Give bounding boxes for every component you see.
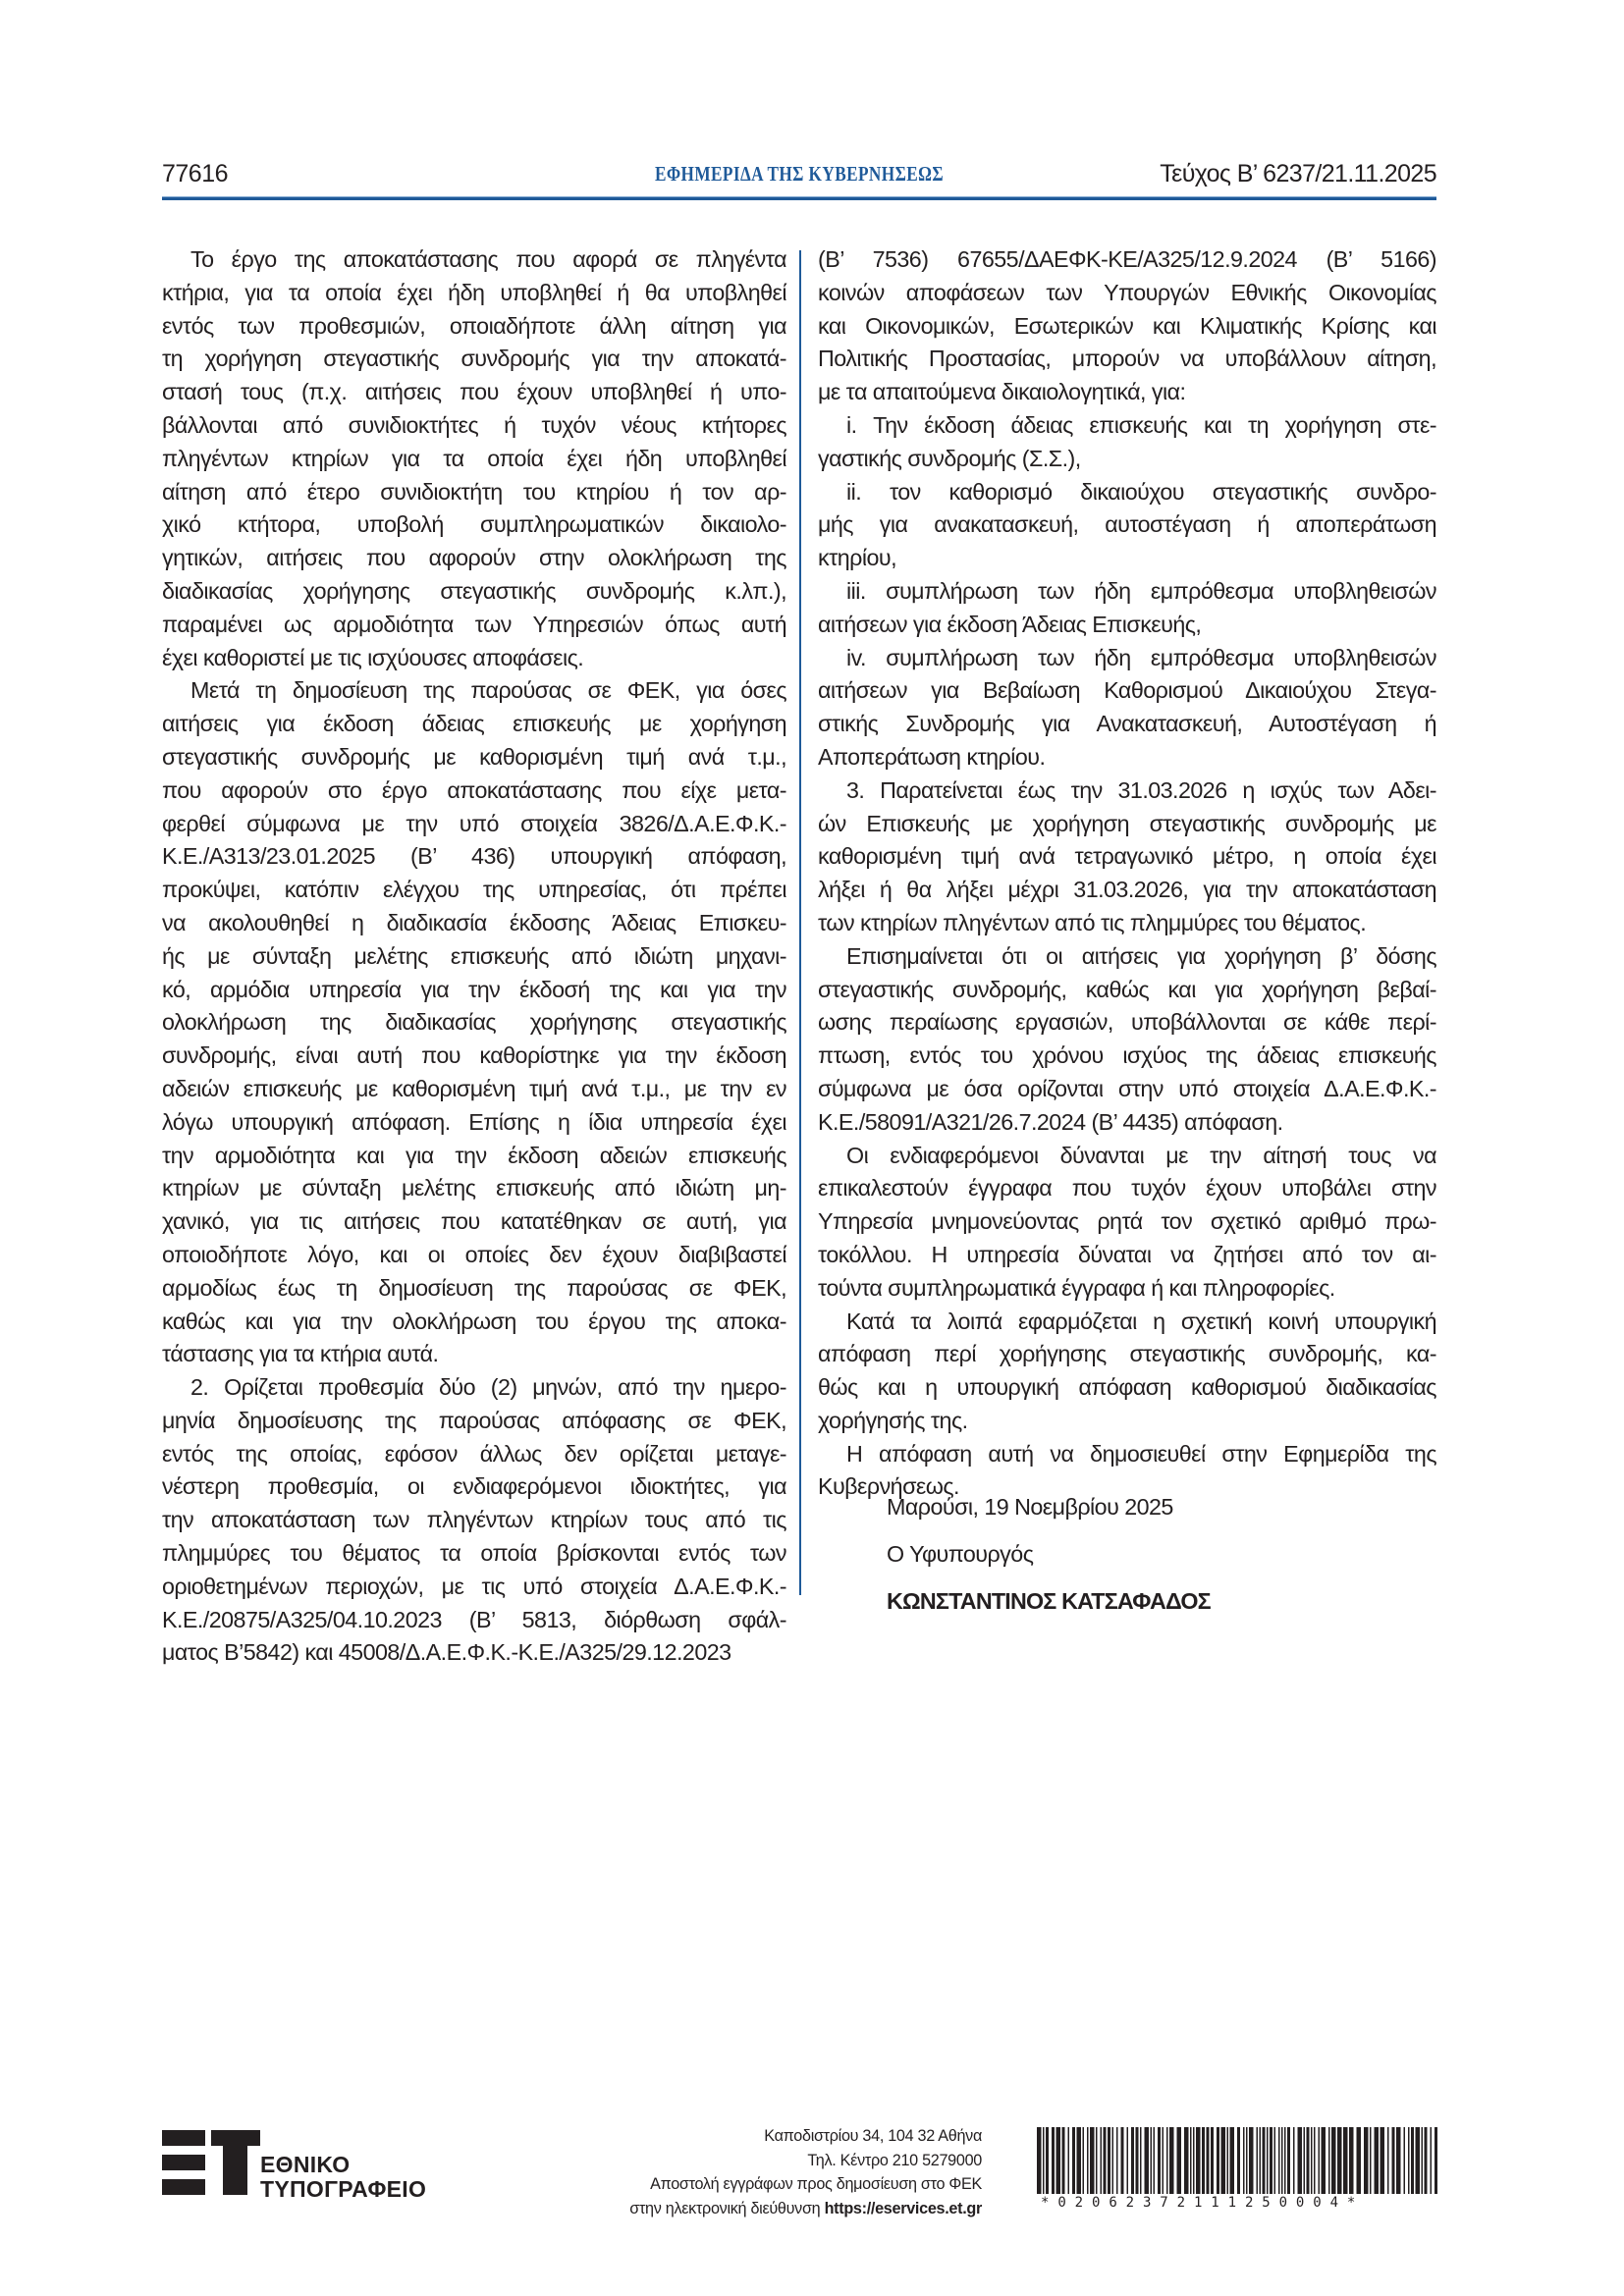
text-line: ματος Β’5842) και 45008/Δ.Α.Ε.Φ.Κ.-Κ.Ε./Α325/29.12.2023 bbox=[162, 1639, 731, 1666]
text-line: μηνία δημοσίευσης της παρούσας απόφασης σε ΦΕΚ, bbox=[162, 1407, 786, 1433]
barcode-text: *02062372111250004* bbox=[1041, 2195, 1365, 2211]
text-line: κό, αρμόδια υπηρεσία για την έκδοσή της και για την bbox=[162, 976, 786, 1002]
text-line: αιτήσεων για έκδοση Άδειας Επισκευής, bbox=[818, 611, 1202, 637]
text-line: Μετά τη δημοσίευση της παρούσας σε ΦΕΚ, για όσες bbox=[190, 677, 786, 704]
text-line: χικό κτήτορα, υποβολή συμπληρωματικών δικαιολο- bbox=[162, 511, 786, 538]
text-line: Το έργο της αποκατάστασης που αφορά σε πληγέντα bbox=[190, 246, 786, 272]
logo-line-2: ΤΥΠΟΓΡΑΦΕΙΟ bbox=[260, 2176, 427, 2202]
text-line: αρμοδίως έως τη δημοσίευση της παρούσας σε ΦΕΚ, bbox=[162, 1274, 786, 1301]
header-rule bbox=[162, 196, 1436, 200]
barcode-icon bbox=[1037, 2127, 1437, 2196]
text-line: ών Επισκευής με χορήγηση στεγαστικής συνδρομής με bbox=[818, 810, 1436, 836]
text-line: εντός των προθεσμιών, οποιαδήποτε άλλη αίτηση για bbox=[162, 312, 786, 339]
signature-role: Ο Υφυπουργός bbox=[887, 1541, 1034, 1567]
text-line: απόφαση περί χορήγησης στεγαστικής συνδρομής, κα- bbox=[818, 1341, 1436, 1367]
text-line: 2. Ορίζεται προθεσμία δύο (2) μηνών, από την ημερο- bbox=[190, 1374, 786, 1401]
text-line: Κυβερνήσεως. bbox=[818, 1473, 959, 1500]
text-line: φερθεί σύμφωνα με την υπό στοιχεία 3826/Δ.Α.Ε.Φ.Κ.- bbox=[162, 810, 786, 836]
text-line: πληγέντων κτηρίων για τα οποία έχει ήδη υποβληθεί bbox=[162, 445, 786, 471]
text-line: Η απόφαση αυτή να δημοσιευθεί στην Εφημερίδα της bbox=[846, 1440, 1436, 1467]
gazette-title: ΕΦΗΜΕΡΙΔΑ ΤΗΣ ΚΥΒΕΡΝΗΣΕΩΣ bbox=[654, 162, 945, 186]
text-line: κοινών αποφάσεων των Υπουργών Εθνικής Οικονομίας bbox=[818, 279, 1436, 305]
text-line: (Β’ 7536) 67655/ΔΑΕΦΚ-ΚΕ/Α325/12.9.2024 (Β’ 5166) bbox=[818, 246, 1436, 272]
text-line: αιτήσεις για έκδοση άδειας επισκευής με χορήγηση bbox=[162, 711, 786, 737]
text-line: ii. τον καθορισμό δικαιούχου στεγαστικής συνδρο- bbox=[846, 478, 1436, 505]
text-line: λήξει ή θα λήξει μέχρι 31.03.2026, για την αποκατάσταση bbox=[818, 877, 1436, 903]
text-line: πτωση, εντός του χρόνου ισχύος της άδειας επισκευής bbox=[818, 1042, 1436, 1069]
footer-phone: Τηλ. Κέντρο 210 5279000 bbox=[807, 2151, 982, 2169]
text-line: οριοθετημένων περιοχών, με τις υπό στοιχεία Δ.Α.Ε.Φ.Κ.- bbox=[162, 1573, 786, 1599]
text-line: 3. Παρατείνεται έως την 31.03.2026 η ισχύς των Αδει- bbox=[846, 776, 1436, 803]
right-column bbox=[818, 243, 1436, 1504]
text-line: χανικό, για τις αιτήσεις που κατατέθηκαν σε αυτή, για bbox=[162, 1208, 786, 1235]
text-line: ολοκλήρωση της διαδικασίας χορήγησης στεγαστικής bbox=[162, 1009, 786, 1036]
eservices-link[interactable]: https://eservices.et.gr bbox=[824, 2199, 982, 2217]
text-line: επικαλεστούν έγγραφα που τυχόν έχουν υποβάλει στην bbox=[818, 1175, 1436, 1201]
text-line: Υπηρεσία μνημονεύοντας ρητά τον σχετικό αριθμό πρω- bbox=[818, 1208, 1436, 1235]
text-line: Κ.Ε./58091/Α321/26.7.2024 (Β’ 4435) απόφαση. bbox=[818, 1108, 1283, 1135]
logo-text bbox=[260, 2153, 426, 2202]
text-line: αδειών επισκευής με καθορισμένη τιμή ανά τ.μ., με την εν bbox=[162, 1075, 786, 1101]
text-line: βάλλονται από συνιδιοκτήτες ή τυχόν νέους κτήτορες bbox=[162, 411, 786, 438]
text-line: στασή τους (π.χ. αιτήσεις που έχουν υποβληθεί ή υπο- bbox=[162, 379, 786, 405]
text-line: Κ.Ε./20875/Α325/04.10.2023 (Β’ 5813, διόρθωση σφάλ- bbox=[162, 1606, 786, 1632]
text-line: σύμφωνα με όσα ορίζονται στην υπό στοιχεία Δ.Α.Ε.Φ.Κ.- bbox=[818, 1075, 1436, 1101]
text-line: Κατά τα λοιπά εφαρμόζεται η σχετική κοινή υπουργική bbox=[846, 1308, 1436, 1334]
left-column bbox=[162, 243, 786, 1670]
text-line: καθώς και για την ολοκλήρωση του έργου της αποκα- bbox=[162, 1308, 786, 1334]
footer-submission-line-1: Αποστολή εγγράφων προς δημοσίευση στο ΦΕΚ bbox=[650, 2175, 982, 2193]
text-line: τη χορήγηση στεγαστικής συνδρομής για την αποκατά- bbox=[162, 346, 786, 372]
text-line: στεγαστικής συνδρομής με καθορισμένη τιμή ανά τ.μ., bbox=[162, 743, 786, 770]
text-line: αιτήσεων για Βεβαίωση Καθορισμού Δικαιούχου Στεγα- bbox=[818, 677, 1436, 704]
text-line: των κτηρίων πληγέντων από τις πλημμύρες του θέματος. bbox=[818, 909, 1367, 935]
text-line: ής με σύνταξη μελέτης επισκευής από ιδιώτη μηχανι- bbox=[162, 942, 786, 969]
column-divider bbox=[799, 250, 801, 1595]
page-number: 77616 bbox=[162, 160, 229, 187]
text-line: Κ.Ε./Α313/23.01.2025 (Β’ 436) υπουργική απόφαση, bbox=[162, 843, 786, 870]
text-line: λόγω υπουργική απόφαση. Επίσης η ίδια υπηρεσία έχει bbox=[162, 1108, 786, 1135]
issue-number: Τεύχος Β’ 6237/21.11.2025 bbox=[1160, 160, 1436, 187]
text-line: κτηρίων με σύνταξη μελέτης επισκευής από ιδιώτη μη- bbox=[162, 1175, 786, 1201]
text-line: γαστικής συνδρομής (Σ.Σ.), bbox=[818, 445, 1081, 471]
text-line: τοκόλλου. Η υπηρεσία δύναται να ζητήσει από τον αι- bbox=[818, 1241, 1436, 1267]
text-line: με τα απαιτούμενα δικαιολογητικά, για: bbox=[818, 379, 1186, 405]
text-line: που αφορούν στο έργο αποκατάστασης που είχε μετα- bbox=[162, 776, 786, 803]
text-line: γητικών, αιτήσεις που αφορούν στην ολοκλήρωση της bbox=[162, 545, 786, 571]
signature-name: ΚΩΝΣΤΑΝΤΙΝΟΣ ΚΑΤΣΑΦΑΔΟΣ bbox=[887, 1588, 1211, 1614]
text-line: Αποπεράτωση κτηρίου. bbox=[818, 743, 1046, 770]
footer-address: Καποδιστρίου 34, 104 32 Αθήνα bbox=[764, 2127, 982, 2145]
text-line: οποιοδήποτε λόγο, και οι οποίες δεν έχουν διαβιβαστεί bbox=[162, 1241, 786, 1267]
text-line: την αποκατάσταση των πληγέντων κτηρίων τους από τις bbox=[162, 1507, 786, 1533]
text-line: και Οικονομικών, Εσωτερικών και Κλιματικής Κρίσης και bbox=[818, 312, 1436, 339]
signature-place-date: Μαρούσι, 19 Νοεμβρίου 2025 bbox=[887, 1494, 1173, 1520]
text-line: πλημμύρες του θέματος τα οποία βρίσκονται εντός των bbox=[162, 1540, 786, 1567]
text-line: προκύψει, κατόπιν ελέγχου της υπηρεσίας, ότι πρέπει bbox=[162, 877, 786, 903]
text-line: στεγαστικής συνδρομής, καθώς και για χορήγηση βεβαί- bbox=[818, 976, 1436, 1002]
text-line: i. Την έκδοση άδειας επισκευής και τη χορήγηση στε- bbox=[846, 411, 1436, 438]
text-line: έχει καθοριστεί με τις ισχύουσες αποφάσεις. bbox=[162, 644, 584, 670]
text-line: iii. συμπλήρωση των ήδη εμπρόθεσμα υποβληθεισών bbox=[846, 577, 1436, 604]
text-line: συνδρομής, είναι αυτή που καθορίστηκε για την έκδοση bbox=[162, 1042, 786, 1069]
text-line: καθορισμένη τιμή ανά τετραγωνικό μέτρο, η οποία έχει bbox=[818, 843, 1436, 870]
text-line: Επισημαίνεται ότι οι αιτήσεις για χορήγηση β’ δόσης bbox=[846, 942, 1436, 969]
footer-submission-prefix: στην ηλεκτρονική διεύθυνση bbox=[629, 2199, 825, 2217]
text-line: παραμένει ως αρμοδιότητα των Υπηρεσιών όπως αυτή bbox=[162, 611, 786, 637]
text-line: νέστερη προθεσμία, οι ενδιαφερόμενοι ιδιοκτήτες, για bbox=[162, 1473, 786, 1500]
text-line: τούντα συμπληρωματικά έγγραφα ή και πληροφορίες. bbox=[818, 1274, 1335, 1301]
text-line: μής για ανακατασκευή, αυτοστέγαση ή αποπεράτωση bbox=[818, 511, 1436, 538]
national-printing-office-logo-icon bbox=[162, 2130, 260, 2195]
logo-line-1: ΕΘΝΙΚΟ bbox=[260, 2152, 351, 2177]
text-line: στικής Συνδρομής για Ανακατασκευή, Αυτοστέγαση ή bbox=[818, 711, 1436, 737]
text-line: αίτηση από έτερο συνιδιοκτήτη του κτηρίου ή τον αρ- bbox=[162, 478, 786, 505]
text-line: Οι ενδιαφερόμενοι δύνανται με την αίτησή τους να bbox=[846, 1142, 1436, 1168]
text-line: τάστασης για τα κτήρια αυτά. bbox=[162, 1341, 439, 1367]
footer-contact bbox=[629, 2124, 982, 2220]
text-line: iv. συμπλήρωση των ήδη εμπρόθεσμα υποβληθεισών bbox=[846, 644, 1436, 670]
text-line: κτηρίου, bbox=[818, 545, 897, 571]
page-header bbox=[162, 160, 1436, 201]
text-line: θώς και η υπουργική απόφαση καθορισμού διαδικασίας bbox=[818, 1374, 1436, 1401]
text-line: Πολιτικής Προστασίας, μπορούν να υποβάλλουν αίτηση, bbox=[818, 346, 1436, 372]
text-line: να ακολουθηθεί η διαδικασία έκδοσης Άδειας Επισκευ- bbox=[162, 909, 786, 935]
text-line: χορήγησής της. bbox=[818, 1407, 968, 1433]
text-line: ωσης περαίωσης εργασιών, υποβάλλονται σε κάθε περί- bbox=[818, 1009, 1436, 1036]
text-line: την αρμοδιότητα και για την έκδοση αδειών επισκευής bbox=[162, 1142, 786, 1168]
text-line: διαδικασίας χορήγησης στεγαστικής συνδρομής κ.λπ.), bbox=[162, 577, 786, 604]
text-line: εντός της οποίας, εφόσον άλλως δεν ορίζεται μεταγε- bbox=[162, 1440, 786, 1467]
text-line: κτήρια, για τα οποία έχει ήδη υποβληθεί ή θα υποβληθεί bbox=[162, 279, 786, 305]
footer-submission-line-2 bbox=[629, 2197, 982, 2221]
